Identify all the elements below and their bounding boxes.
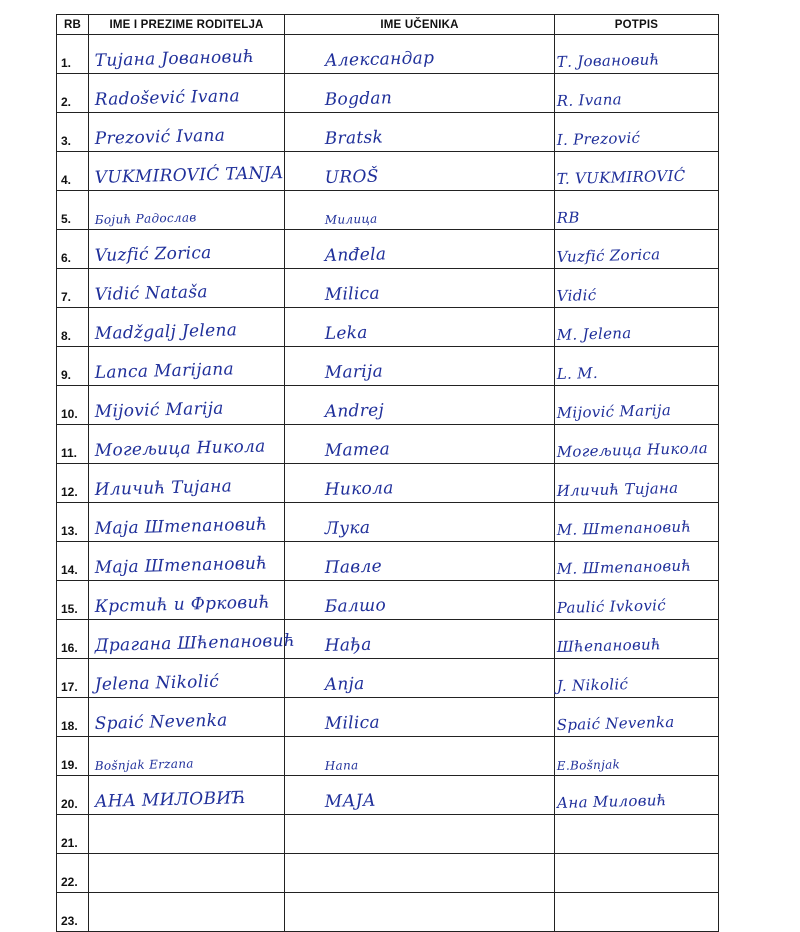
signature-cell (555, 113, 719, 152)
student-name-cell (285, 74, 555, 113)
table-row (57, 113, 719, 152)
row-number: 21. (57, 815, 89, 854)
table-row (57, 542, 719, 581)
handwritten-signature: T. VUKMIROVIĆ (556, 166, 686, 188)
row-number: 20. (57, 776, 89, 815)
handwritten-name: Александар (324, 48, 435, 71)
handwritten-name: Балшо (324, 595, 387, 617)
handwritten-name: Иличић Тијана (94, 476, 233, 500)
row-number: 23. (57, 893, 89, 932)
handwritten-signature: Mijović Marija (556, 401, 672, 422)
student-name-cell (285, 815, 555, 854)
signature-cell (555, 230, 719, 269)
row-number: 10. (57, 386, 89, 425)
handwritten-signature: M. Jelena (556, 324, 632, 344)
handwritten-name: Bogdan (324, 88, 393, 110)
parent-name-cell (89, 152, 285, 191)
handwritten-signature: I. Prezović (556, 128, 641, 149)
signature-cell (555, 503, 719, 542)
student-name-cell (285, 230, 555, 269)
handwritten-signature: М. Штепановић (556, 556, 692, 578)
signature-cell (555, 347, 719, 386)
parent-name-cell (89, 698, 285, 737)
student-name-cell (285, 893, 555, 932)
row-number: 16. (57, 620, 89, 659)
handwritten-name: Драгана Шћепановић (94, 630, 296, 656)
signature-cell (555, 152, 719, 191)
table-row (57, 659, 719, 698)
parent-name-cell (89, 620, 296, 659)
student-name-cell (285, 776, 555, 815)
row-number: 15. (57, 581, 89, 620)
parent-name-cell (89, 776, 285, 815)
table-row (57, 737, 719, 776)
signature-cell (555, 854, 719, 893)
handwritten-signature: RB (556, 208, 580, 227)
table-row (57, 269, 719, 308)
handwritten-name: Madžgalj Jelena (94, 320, 238, 344)
student-name-cell (285, 698, 555, 737)
handwritten-name: Spaić Nevenka (94, 710, 228, 734)
row-number: 18. (57, 698, 89, 737)
handwritten-name: Bratsk (324, 127, 384, 149)
parent-name-cell (89, 893, 285, 932)
row-number: 2. (57, 74, 89, 113)
signature-cell (555, 464, 719, 503)
handwritten-name: Jelena Nikolić (94, 671, 220, 695)
table-row (57, 152, 719, 191)
signature-cell (555, 815, 719, 854)
table-row (57, 464, 719, 503)
signature-cell (555, 698, 719, 737)
handwritten-name: Павле (324, 556, 383, 578)
table-row (57, 893, 719, 932)
student-name-cell (285, 152, 555, 191)
signature-cell (555, 659, 719, 698)
handwritten-name: Тијана Јовановић (94, 46, 255, 71)
table-row (57, 35, 719, 74)
parent-name-cell (89, 503, 285, 542)
row-number: 4. (57, 152, 89, 191)
header-parent-name: IME I PREZIME RODITELJA (89, 15, 285, 35)
handwritten-signature: Иличић Тијана (556, 478, 679, 500)
parent-name-cell (89, 815, 285, 854)
parent-signature-table (56, 14, 719, 932)
handwritten-name: Нађа (324, 634, 372, 656)
student-name-cell (285, 542, 555, 581)
table-row (57, 425, 719, 464)
signature-cell (555, 542, 719, 581)
student-name-cell (285, 503, 555, 542)
row-number: 3. (57, 113, 89, 152)
signature-cell (555, 737, 719, 776)
row-number: 1. (57, 35, 89, 74)
handwritten-name: Andrej (324, 400, 385, 422)
signature-cell (555, 35, 719, 74)
table-row (57, 698, 719, 737)
parent-name-cell (89, 191, 285, 230)
row-number: 22. (57, 854, 89, 893)
handwritten-signature: Vuzfić Zorica (556, 245, 661, 266)
handwritten-signature: Paulić Ivković (556, 596, 667, 617)
parent-name-cell (89, 308, 285, 347)
student-name-cell (285, 737, 555, 776)
row-number: 11. (57, 425, 89, 464)
row-number: 14. (57, 542, 89, 581)
table-row (57, 74, 719, 113)
handwritten-signature: R. Ivana (556, 90, 623, 110)
parent-name-cell (89, 386, 285, 425)
table-row (57, 854, 719, 893)
parent-name-cell (89, 74, 285, 113)
table-row (57, 620, 719, 659)
handwritten-name: Крстић и Фрковић (94, 592, 271, 617)
row-number: 5. (57, 191, 89, 230)
signature-cell (555, 425, 719, 464)
handwritten-name: Milica (324, 712, 381, 734)
signature-cell (555, 620, 719, 659)
parent-name-cell (89, 737, 285, 776)
handwritten-name: Могељица Никола (94, 436, 266, 461)
handwritten-name: Vidić Nataša (94, 282, 209, 305)
attendance-sheet (56, 14, 718, 932)
handwritten-signature: Vidić (556, 285, 597, 305)
row-number: 12. (57, 464, 89, 503)
table-row (57, 230, 719, 269)
handwritten-name: Anja (324, 673, 365, 695)
handwritten-name: Бојић Радослав (94, 210, 197, 227)
parent-name-cell (89, 542, 285, 581)
student-name-cell (285, 386, 555, 425)
handwritten-name: Лука (324, 517, 371, 539)
handwritten-name: Lanca Marijana (94, 359, 235, 383)
student-name-cell (285, 269, 555, 308)
handwritten-name: Mijović Marija (94, 398, 224, 422)
parent-name-cell (89, 269, 285, 308)
table-row (57, 347, 719, 386)
signature-cell (555, 386, 719, 425)
signature-cell (555, 893, 719, 932)
parent-name-cell (89, 35, 285, 74)
handwritten-signature: Могељица Никола (556, 439, 709, 461)
handwritten-signature: Т. Јовановић (556, 50, 660, 71)
handwritten-name: Anđela (324, 244, 387, 266)
row-number: 19. (57, 737, 89, 776)
student-name-cell (285, 464, 555, 503)
handwritten-name: Vuzfić Zorica (94, 242, 212, 266)
handwritten-signature: М. Штепановић (556, 517, 692, 539)
parent-name-cell (89, 581, 285, 620)
student-name-cell (285, 191, 555, 230)
handwritten-name: Милица (324, 211, 378, 227)
header-signature: POTPIS (555, 15, 719, 35)
handwritten-name: Hana (324, 758, 359, 773)
signature-cell (555, 269, 719, 308)
table-row (57, 503, 719, 542)
handwritten-signature: Шћепановић (556, 635, 662, 656)
handwritten-name: Маја Штепановић (94, 553, 268, 578)
student-name-cell (285, 425, 555, 464)
student-name-cell (285, 113, 555, 152)
parent-name-cell (89, 464, 285, 503)
table-row (57, 308, 719, 347)
handwritten-name: VUKMIROVIĆ TANJA (94, 163, 284, 188)
handwritten-name: Marija (324, 361, 384, 383)
handwritten-name: Milica (324, 283, 381, 305)
student-name-cell (285, 854, 555, 893)
handwritten-name: Матеа (324, 439, 391, 461)
handwritten-name: МАЈА (324, 790, 377, 812)
header-row (57, 15, 719, 35)
table-row (57, 191, 719, 230)
handwritten-name: Leka (324, 322, 368, 344)
signature-cell (555, 191, 719, 230)
student-name-cell (285, 581, 555, 620)
student-name-cell (285, 620, 555, 659)
table-body (57, 35, 719, 932)
handwritten-name: Маја Штепановић (94, 514, 268, 539)
parent-name-cell (89, 425, 285, 464)
row-number: 9. (57, 347, 89, 386)
student-name-cell (285, 308, 555, 347)
parent-name-cell (89, 347, 285, 386)
row-number: 8. (57, 308, 89, 347)
student-name-cell (285, 35, 555, 74)
row-number: 17. (57, 659, 89, 698)
parent-name-cell (89, 854, 285, 893)
handwritten-name: Radošević Ivana (94, 86, 241, 110)
handwritten-name: UROŠ (324, 166, 379, 188)
handwritten-signature: Ана Миловић (556, 791, 667, 812)
signature-cell (555, 776, 719, 815)
handwritten-name: Никола (324, 478, 394, 500)
parent-name-cell (89, 230, 285, 269)
parent-name-cell (89, 659, 285, 698)
handwritten-name: АНА МИЛОВИЋ (94, 788, 247, 812)
handwritten-name: Prezović Ivana (94, 125, 226, 149)
signature-cell (555, 581, 719, 620)
handwritten-signature: J. Nikolić (556, 675, 629, 695)
row-number: 7. (57, 269, 89, 308)
table-row (57, 386, 719, 425)
handwritten-signature: Spaić Nevenka (556, 712, 675, 734)
table-row (57, 776, 719, 815)
row-number: 6. (57, 230, 89, 269)
parent-name-cell (89, 113, 285, 152)
row-number: 13. (57, 503, 89, 542)
signature-cell (555, 74, 719, 113)
handwritten-name: Bošnjak Erzana (94, 756, 194, 773)
header-student-name: IME UČENIKA (285, 15, 555, 35)
student-name-cell (285, 659, 555, 698)
student-name-cell (285, 347, 555, 386)
handwritten-signature: L. M. (556, 363, 599, 383)
table-row (57, 581, 719, 620)
header-rb: RB (57, 15, 89, 35)
signature-cell (555, 308, 719, 347)
handwritten-signature: E.Bošnjak (556, 757, 621, 773)
table-row (57, 815, 719, 854)
